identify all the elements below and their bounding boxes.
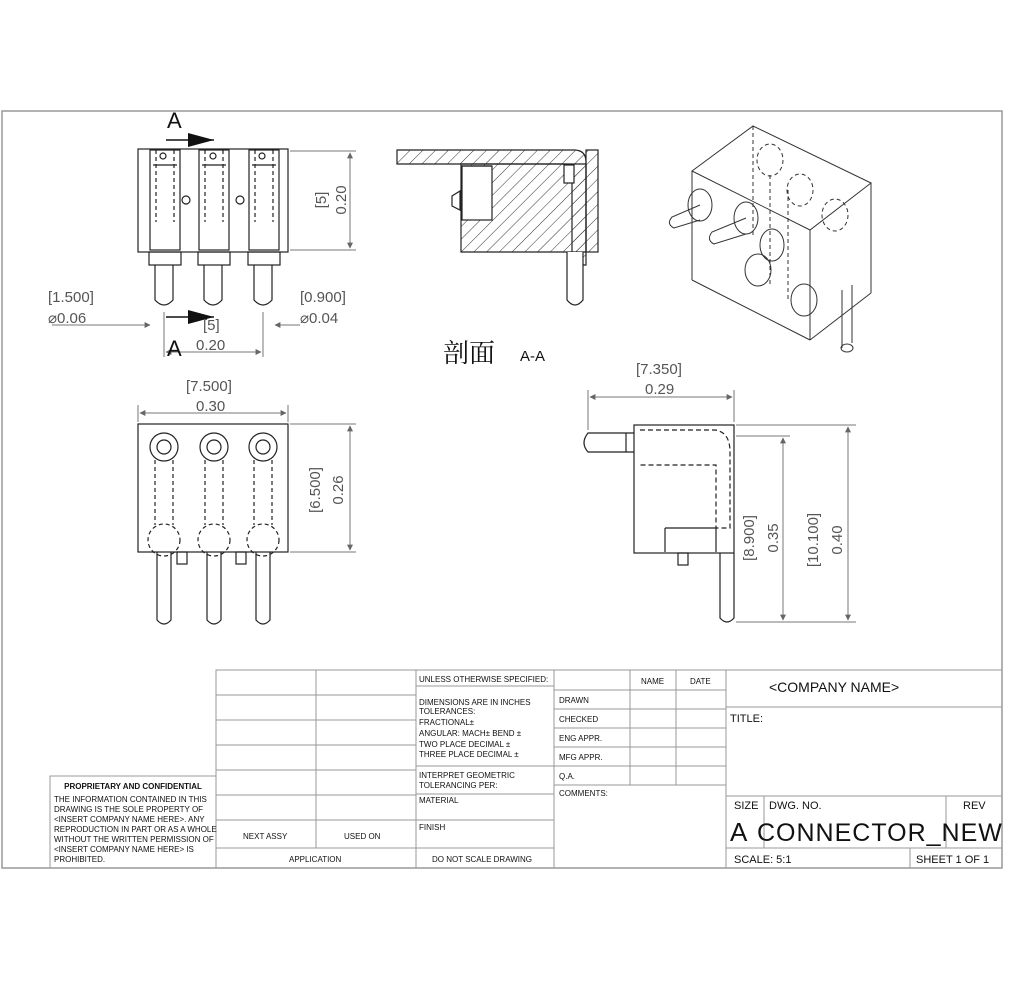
- material-label: MATERIAL: [419, 796, 459, 805]
- name-column: NAME: [641, 677, 665, 686]
- proprietary-line-6: <INSERT COMPANY NAME HERE> IS: [54, 845, 194, 854]
- dims-line-2: TOLERANCES:: [419, 707, 476, 716]
- side-width-in: 0.29: [645, 381, 675, 398]
- proprietary-line-1: THE INFORMATION CONTAINED IN THIS: [54, 795, 207, 804]
- section-label-sub: A-A: [520, 348, 546, 365]
- dwg-no-label: DWG. NO.: [769, 800, 822, 812]
- proprietary-line-4: REPRODUCTION IN PART OR AS A WHOLE: [54, 825, 217, 834]
- pitch-in: 0.20: [196, 337, 226, 354]
- drawing-number: CONNECTOR_NEW: [757, 819, 1003, 847]
- interpret-line-1: INTERPRET GEOMETRIC: [419, 771, 515, 780]
- dims-line-1: DIMENSIONS ARE IN INCHES: [419, 698, 531, 707]
- interpret-line-2: TOLERANCING PER:: [419, 781, 498, 790]
- size-value: A: [730, 817, 748, 847]
- drawn-label: DRAWN: [559, 696, 589, 705]
- section-view: [397, 150, 598, 305]
- title-block-text: [54, 675, 1003, 866]
- section-mark-top: A: [167, 108, 182, 133]
- top-height-in: 0.20: [333, 185, 350, 215]
- application-label: APPLICATION: [289, 855, 342, 864]
- dims-line-5: TWO PLACE DECIMAL ±: [419, 740, 511, 749]
- right-note-dia: ⌀0.04: [300, 310, 339, 327]
- left-note-dia: ⌀0.06: [48, 310, 87, 327]
- proprietary-line-5: WITHOUT THE WRITTEN PERMISSION OF: [54, 835, 214, 844]
- left-note-mm: [1.500]: [48, 289, 94, 306]
- title-label: TITLE:: [730, 713, 764, 725]
- top-height-mm: [5]: [313, 191, 330, 209]
- dims-line-3: FRACTIONAL±: [419, 718, 475, 727]
- dims-line-6: THREE PLACE DECIMAL ±: [419, 750, 519, 759]
- mfg-appr-label: MFG APPR.: [559, 753, 603, 762]
- qa-label: Q.A.: [559, 772, 576, 781]
- comments-label: COMMENTS:: [559, 789, 608, 798]
- size-label: SIZE: [734, 800, 759, 812]
- company-name: <COMPANY NAME>: [769, 679, 900, 695]
- scale-label: SCALE: 5:1: [734, 854, 792, 866]
- checked-label: CHECKED: [559, 715, 599, 724]
- proprietary-line-2: DRAWING IS THE SOLE PROPERTY OF: [54, 805, 204, 814]
- side-view: [584, 425, 734, 622]
- do-not-scale: DO NOT SCALE DRAWING: [432, 855, 533, 864]
- rev-label: REV: [963, 800, 986, 812]
- front-width-mm: [7.500]: [186, 378, 232, 395]
- dims-line-4: ANGULAR: MACH± BEND ±: [419, 729, 522, 738]
- proprietary-line-7: PROHIBITED.: [54, 855, 106, 864]
- side-h2-in: 0.40: [829, 525, 846, 555]
- used-on-label: USED ON: [344, 832, 381, 841]
- unless-specified: UNLESS OTHERWISE SPECIFIED:: [419, 675, 549, 684]
- side-h1-mm: [8.900]: [741, 515, 758, 561]
- section-mark-bottom: A: [167, 336, 182, 361]
- front-view: [138, 424, 288, 624]
- proprietary-heading: PROPRIETARY AND CONFIDENTIAL: [64, 782, 202, 791]
- side-h2-mm: [10.100]: [805, 512, 822, 568]
- right-note-mm: [0.900]: [300, 289, 346, 306]
- section-label-main: 剖面: [443, 338, 496, 368]
- finish-label: FINISH: [419, 823, 446, 832]
- eng-appr-label: ENG APPR.: [559, 734, 603, 743]
- side-width-mm: [7.350]: [636, 361, 682, 378]
- front-height-mm: [6.500]: [307, 467, 324, 513]
- sheet-label: SHEET 1 OF 1: [916, 854, 990, 866]
- isometric-view: [669, 126, 871, 352]
- next-assy-label: NEXT ASSY: [243, 832, 288, 841]
- date-column: DATE: [690, 677, 711, 686]
- front-height-in: 0.26: [330, 475, 347, 505]
- front-width-in: 0.30: [196, 398, 226, 415]
- proprietary-line-3: <INSERT COMPANY NAME HERE>. ANY: [54, 815, 205, 824]
- top-view: [138, 149, 288, 305]
- side-h1-in: 0.35: [765, 523, 782, 553]
- pitch-mm: [5]: [203, 317, 220, 334]
